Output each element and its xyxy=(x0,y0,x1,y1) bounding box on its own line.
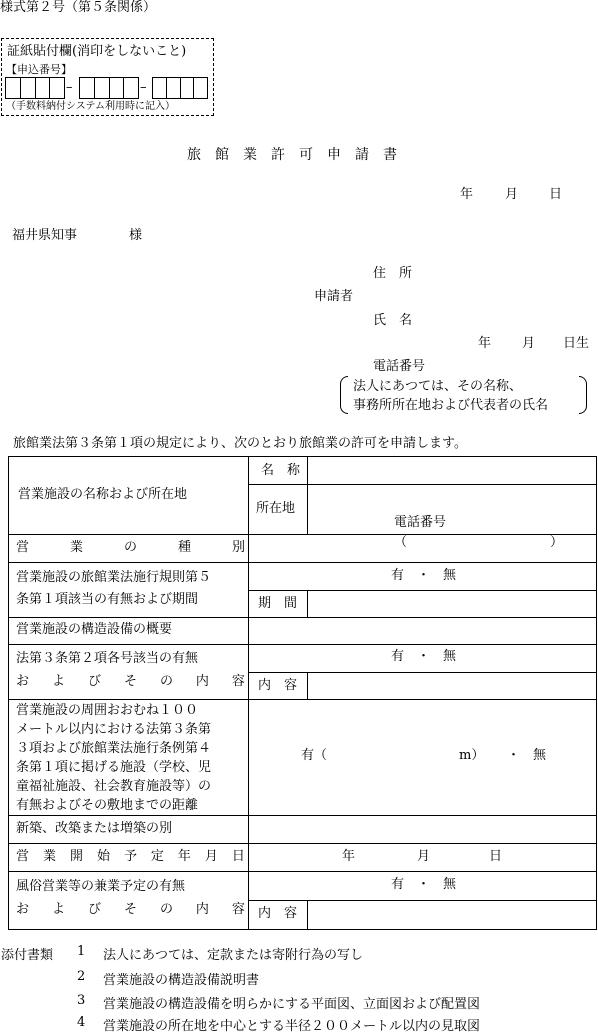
r9-yesno: 有 ・ 無 xyxy=(391,877,457,892)
r4-label: 営業施設の構造設備の概要 xyxy=(16,622,173,637)
r5-label-1: 法第３条第２項各号該当の有無 xyxy=(16,651,199,666)
phone-label: 電話番号 xyxy=(373,359,426,374)
page-title: 旅 館 業 許 可 申 請 書 xyxy=(187,147,397,163)
application-table xyxy=(8,456,597,930)
number-box-3[interactable] xyxy=(152,77,208,99)
r3-label-2: 条第１項該当の有無および期間 xyxy=(16,592,199,607)
date-month: 月 xyxy=(505,187,519,202)
birth-month: 月 xyxy=(522,336,536,351)
attachment-text-2: 営業施設の構造設備説明書 xyxy=(103,973,260,988)
name-label: 氏 名 xyxy=(373,313,413,328)
r1-name-label: 名 称 xyxy=(261,463,301,478)
addressee: 福井県知事 様 xyxy=(12,228,143,243)
applicant-label: 申請者 xyxy=(314,289,354,304)
corp-note-2: 事務所所在地および代表者の氏名 xyxy=(353,398,549,413)
number-dash-2: – xyxy=(140,80,147,95)
attachment-no-4: 4 xyxy=(77,1015,86,1030)
bracket-left xyxy=(340,376,348,414)
r7-label: 新築、改築または増築の別 xyxy=(16,821,173,836)
date-day: 日 xyxy=(549,187,563,202)
attachments-label: 添付書類 xyxy=(1,948,54,963)
r6-label: 営業施設の周囲おおむね１００ メートル以内における法第３条第 ３項および旅館業法施行条例第４ 条第１項に掲げる施設（学校、児 童福祉施設、社会教育施設等）の 有無およびその敷地までの距離 xyxy=(16,703,212,813)
intro-text: 旅館業法第３条第１項の規定により、次のとおり旅館業の許可を申請します。 xyxy=(13,436,467,451)
r8-month: 月 xyxy=(417,849,431,864)
stamp-note: （手数料納付システム利用時に記入） xyxy=(6,101,175,112)
address-label: 住 所 xyxy=(373,266,413,281)
r5-content-label: 内 容 xyxy=(258,678,298,693)
r3-label-1: 営業施設の旅館業法施行規則第５ xyxy=(16,570,212,585)
r8-label: 営 業 開 始 予 定 年 月 日 xyxy=(16,849,245,864)
r9-label-2: お よ び そ の 内 容 xyxy=(16,902,245,917)
r1-phone: 電話番号（ ） xyxy=(394,515,564,550)
r1-label: 営業施設の名称および所在地 xyxy=(18,487,188,502)
birth-day: 日生 xyxy=(563,336,590,351)
r9-content-label: 内 容 xyxy=(258,906,298,921)
r8-day: 日 xyxy=(489,849,503,864)
r6-yes: 有（ xyxy=(301,748,328,763)
number-dash-1: – xyxy=(66,80,73,95)
r5-label-2: お よ び そ の 内 容 xyxy=(16,674,245,689)
r2-label: 営 業 の 種 別 xyxy=(16,540,245,555)
r9-label-1: 風俗営業等の兼業予定の有無 xyxy=(16,879,186,894)
bracket-right xyxy=(579,376,587,414)
r6-meter: m） xyxy=(459,748,485,763)
attachment-text-3: 営業施設の構造設備を明らかにする平面図、立面図および配置図 xyxy=(103,997,481,1012)
corp-note-1: 法人にあつては、その名称、 xyxy=(353,379,523,394)
form-id: 様式第２号（第５条関係） xyxy=(0,0,157,15)
attachment-text-4: 営業施設の所在地を中心とする半径２００メートル以内の見取図 xyxy=(103,1019,481,1034)
attachment-no-2: 2 xyxy=(77,969,86,984)
stamp-title: 証紙貼付欄(消印をしないこと) xyxy=(7,44,187,59)
date-year: 年 xyxy=(460,187,474,202)
birth-year: 年 xyxy=(478,336,492,351)
number-box-2[interactable] xyxy=(79,77,139,99)
r6-no: ・ 無 xyxy=(507,748,547,763)
attachment-text-1: 法人にあつては、定款または寄附行為の写し xyxy=(103,948,364,963)
r8-year: 年 xyxy=(342,849,356,864)
attachment-no-1: 1 xyxy=(77,944,86,959)
r3-yesno: 有 ・ 無 xyxy=(391,568,457,583)
r5-yesno: 有 ・ 無 xyxy=(391,649,457,664)
r1-location-label: 所在地 xyxy=(256,501,296,516)
stamp-number-label: 【申込番号】 xyxy=(6,63,72,76)
number-box-1[interactable] xyxy=(5,77,65,99)
attachment-no-3: 3 xyxy=(77,993,86,1008)
r3-period-label: 期 間 xyxy=(258,596,298,611)
